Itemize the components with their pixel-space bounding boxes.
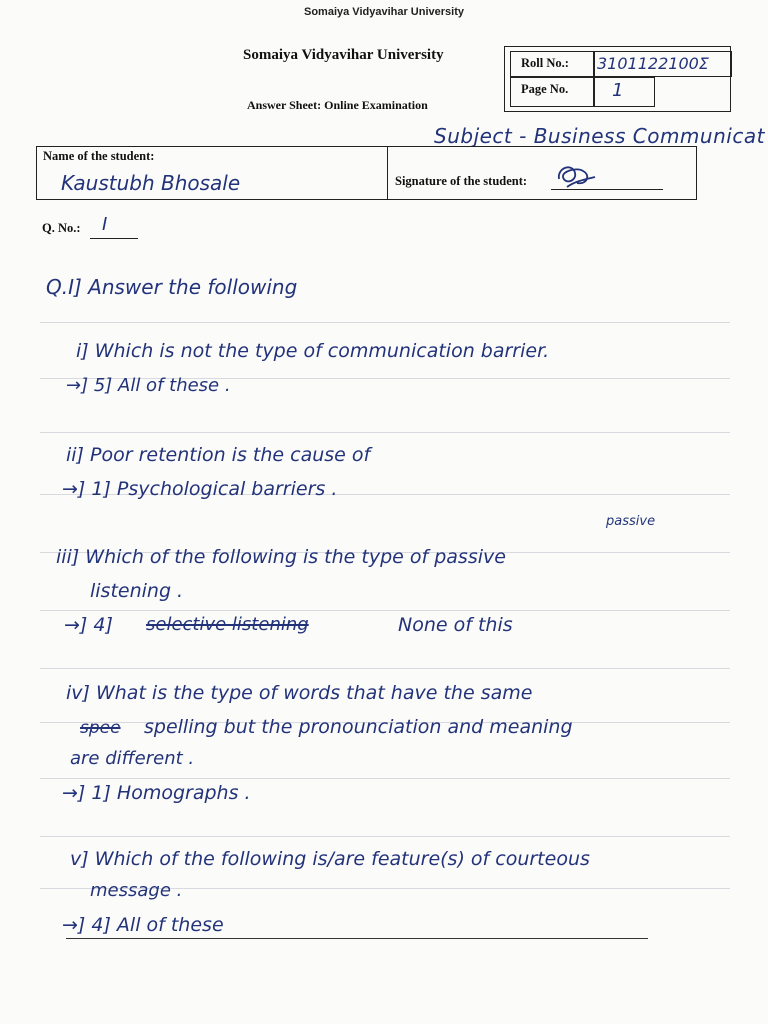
question-4-cont: spelling but the pronounciation and meaning — [144, 716, 573, 738]
roll-label-cell — [510, 51, 595, 77]
answers-heading: Q.I] Answer the following — [46, 275, 298, 299]
page-label: Page No. — [521, 82, 569, 96]
answer-3-number: →] 4] — [64, 614, 113, 636]
question-3-correction: passive — [606, 514, 656, 529]
answer-3-struck: selective listening — [146, 614, 309, 635]
question-5-cont: message . — [90, 880, 183, 901]
roll-label: Roll No.: — [521, 56, 569, 70]
question-3-cont: listening . — [90, 580, 184, 602]
page-value-cell — [593, 77, 655, 107]
answer-4: →] 1] Homographs . — [62, 782, 251, 804]
roll-value: 3101122100Σ — [597, 54, 709, 73]
page-label-cell — [510, 77, 595, 107]
university-title: Somaiya Vidyavihar University — [243, 47, 444, 63]
signature-label: Signature of the student: — [395, 174, 528, 188]
question-5: v] Which of the following is/are feature(s) of courteous — [70, 848, 590, 870]
question-1: i] Which is not the type of communication barrier. — [76, 340, 550, 362]
answer-5: →] 4] All of these — [62, 914, 224, 936]
rule-line — [40, 610, 730, 611]
subject-line: Subject - Business Communicat — [434, 124, 765, 148]
answer-2: →] 1] Psychological barriers . — [62, 478, 338, 500]
qno-value: I — [102, 214, 108, 235]
rule-line — [40, 322, 730, 323]
rule-line — [40, 432, 730, 433]
answer-3: None of this — [398, 614, 513, 636]
rule-line — [40, 778, 730, 779]
answer-1: →] 5] All of these . — [66, 375, 231, 396]
divider — [387, 147, 389, 199]
roll-value-cell — [593, 51, 732, 77]
question-4-struck: spee — [80, 718, 121, 738]
answer-end-line — [66, 938, 648, 939]
rule-line — [40, 836, 730, 837]
rule-line — [40, 668, 730, 669]
question-3: iii] Which of the following is the type of passive — [56, 546, 506, 568]
qno-underline — [90, 238, 138, 239]
top-header: Somaiya Vidyavihar University — [304, 6, 464, 18]
roll-page-box — [504, 46, 731, 112]
name-value: Kaustubh Bhosale — [61, 171, 241, 195]
question-2: ii] Poor retention is the cause of — [66, 444, 371, 466]
qno-label: Q. No.: — [42, 221, 81, 235]
signature-mark — [553, 161, 599, 191]
question-4-cont-2: are different . — [70, 748, 195, 769]
question-4: iv] What is the type of words that have the same — [66, 682, 533, 704]
student-info-box — [36, 146, 697, 200]
answer-sheet-title: Answer Sheet: Online Examination — [247, 98, 428, 112]
page-value: 1 — [612, 80, 624, 101]
name-label: Name of the student: — [43, 149, 155, 163]
